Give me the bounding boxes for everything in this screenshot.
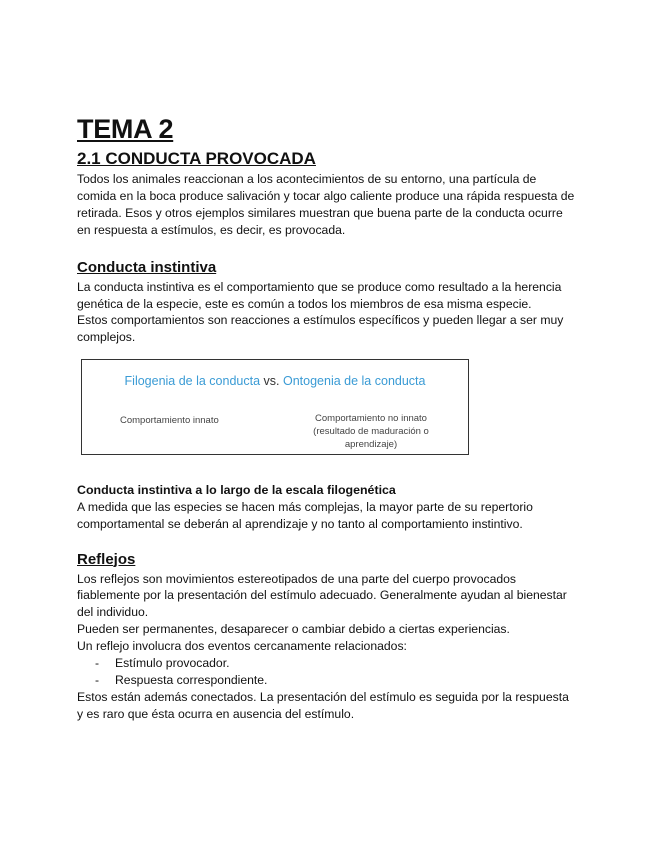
figure-title-phylogeny: Filogenia de la conducta <box>124 374 261 389</box>
instinctive-paragraph-2: Estos comportamientos son reacciones a estímulos específicos y pueden llegar a ser muy complejos. <box>77 313 564 345</box>
intro-paragraph: Todos los animales reaccionan a los acontecimientos de su entorno, una partícula de comida en la boca produce salivación y tocar algo caliente produce una rápida respuesta de retirada. Esos y otros ejemplos similares muestran que buena parte de la conducta ocurre en respuesta a estímulos, es decir, es provocada. <box>77 172 575 237</box>
document-page <box>77 112 577 723</box>
figure-title <box>82 373 468 389</box>
phylogenetic-heading: Conducta instintiva a lo largo de la escala filogenética <box>77 483 396 498</box>
figure-left-caption: Comportamiento innato <box>120 415 219 427</box>
list-item <box>95 672 577 689</box>
bullet-dash: - <box>95 673 100 687</box>
reflex-events-list <box>77 655 577 689</box>
list-item-text: Estímulo provocador. <box>115 656 230 671</box>
reflexes-paragraph-3: Un reflejo involucra dos eventos cercanamente relacionados: <box>77 639 407 654</box>
reflexes-paragraph-2: Pueden ser permanentes, desaparecer o cambiar debido a ciertas experiencias. <box>77 622 510 637</box>
instinctive-paragraph-1: La conducta instintiva es el comportamiento que se produce como resultado a la herencia genética de la especie, este es común a todos los miembros de esa misma especie. <box>77 279 562 311</box>
list-item-text: Respuesta correspondiente. <box>115 673 268 687</box>
section-title: 2.1 CONDUCTA PROVOCADA <box>77 149 316 168</box>
document-title: TEMA 2 <box>77 114 174 144</box>
reflexes-heading: Reflejos <box>77 550 136 568</box>
bullet-dash: - <box>95 656 100 671</box>
phylogenetic-paragraph: A medida que las especies se hacen más complejas, la mayor parte de su repertorio comportamental se deberán al aprendizaje y no tanto al comportamiento instintivo. <box>77 499 533 531</box>
reflexes-paragraph-1: Los reflejos son movimientos estereotipados de una parte del cuerpo provocados fiablemente por la presentación del estímulo adecuado. Generalmente ayudan al bienestar del individuo. <box>77 571 567 620</box>
instinctive-heading: Conducta instintiva <box>77 258 217 276</box>
phylogeny-ontogeny-figure <box>81 359 469 455</box>
figure-title-ontogeny: Ontogenia de la conducta <box>283 374 426 389</box>
list-item <box>95 655 577 672</box>
reflexes-paragraph-4: Estos están además conectados. La presentación del estímulo es seguida por la respuesta y es raro que ésta ocurra en ausencia del estímulo. <box>77 689 569 721</box>
figure-right-caption: Comportamiento no innato (resultado de maduración o aprendizaje) <box>313 413 429 451</box>
figure-title-vs: vs. <box>263 374 280 389</box>
